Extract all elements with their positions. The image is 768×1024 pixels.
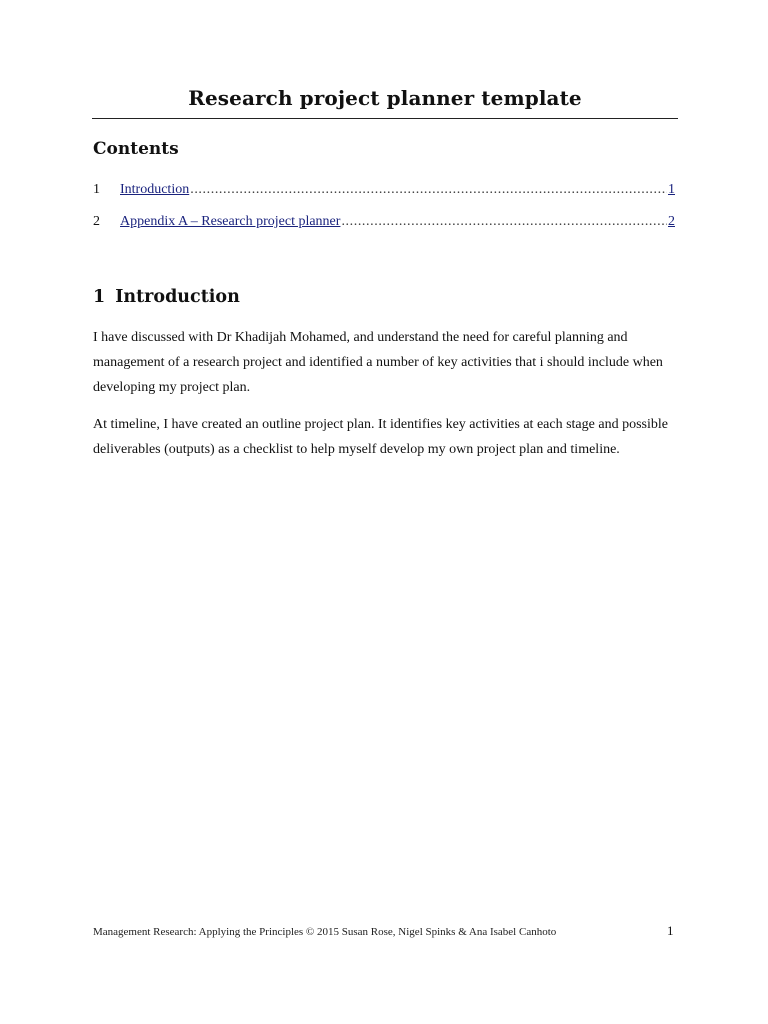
- introduction-paragraph-1: I have discussed with Dr Khadijah Mohamed, and understand the need for careful planning and management of a research project and identified a number of key activities that i should include when developing my project plan.: [93, 330, 663, 395]
- document-title: Research project planner template: [188, 86, 582, 110]
- section-number: 1: [93, 287, 106, 307]
- toc-page-link-introduction[interactable]: 1: [668, 182, 675, 197]
- toc-entry-number: 2: [93, 214, 100, 229]
- table-of-contents: [93, 182, 675, 246]
- toc-page-link-appendix-a[interactable]: 2: [668, 214, 675, 229]
- page-number: 1: [667, 923, 674, 938]
- toc-dot-leader: [341, 214, 667, 230]
- toc-entry-appendix-a: [93, 214, 675, 246]
- section-heading-introduction: [93, 287, 240, 307]
- toc-entry-introduction: [93, 182, 675, 214]
- toc-link-appendix-a[interactable]: Appendix A – Research project planner: [120, 214, 341, 229]
- toc-entry-number: 1: [93, 182, 100, 197]
- title-underline-rule: [92, 118, 678, 119]
- introduction-paragraph-2: At timeline, I have created an outline project plan. It identifies key activities at each stage and possible deliverables (outputs) as a checklist to help myself develop my own project plan and timeline.: [93, 417, 668, 457]
- page-footer: Management Research: Applying the Principles © 2015 Susan Rose, Nigel Spinks & Ana Isabel Canhoto: [93, 926, 557, 938]
- toc-dot-leader: [190, 182, 667, 198]
- contents-heading: Contents: [93, 139, 179, 159]
- toc-link-introduction[interactable]: Introduction: [120, 182, 190, 197]
- section-title: Introduction: [115, 287, 240, 307]
